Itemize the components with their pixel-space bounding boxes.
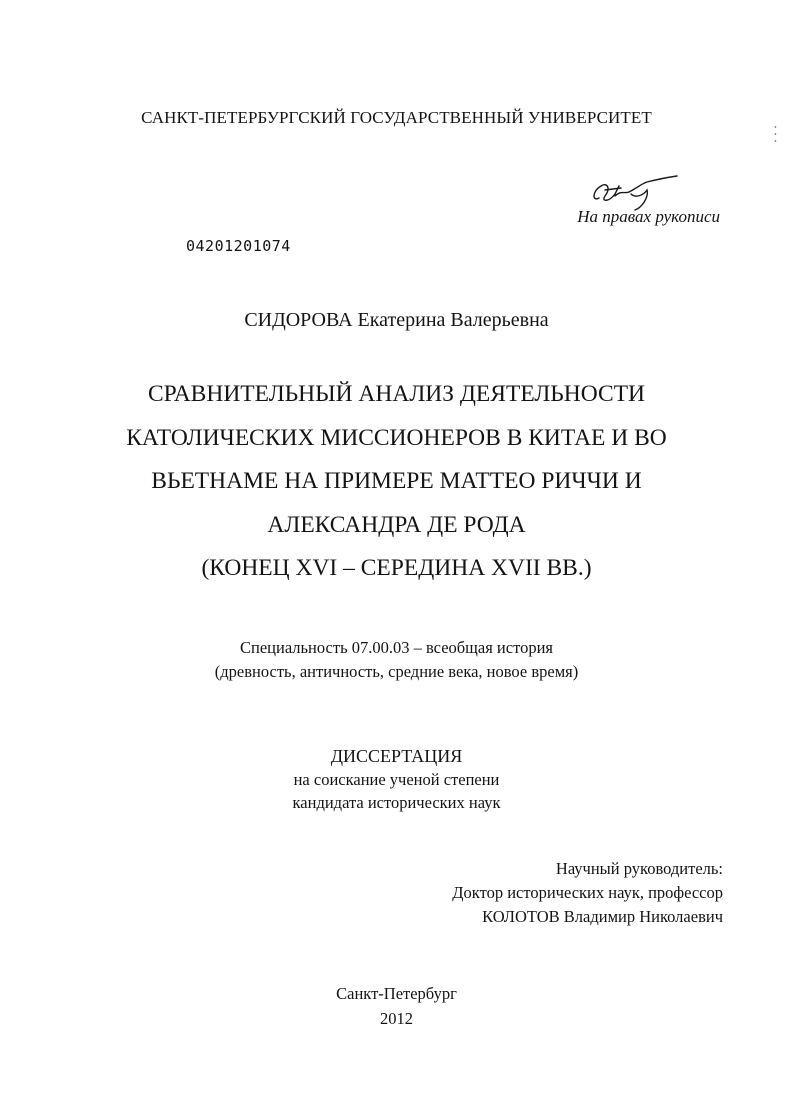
year: 2012 bbox=[380, 1009, 413, 1028]
specialty-description: (древность, античность, средние века, новое время) bbox=[214, 662, 579, 681]
supervisor-block bbox=[452, 857, 723, 929]
supervisor-label: Научный руководитель: bbox=[555, 859, 723, 878]
title-line: АЛЕКСАНДРА ДЕ РОДА bbox=[267, 511, 526, 538]
title-line: КАТОЛИЧЕСКИХ МИССИОНЕРОВ В КИТАЕ И ВО bbox=[126, 424, 667, 451]
footer-block bbox=[0, 981, 793, 1031]
document-number: 04201201074 bbox=[186, 237, 291, 255]
scan-artifact-mark bbox=[774, 124, 777, 144]
document-type: ДИССЕРТАЦИЯ bbox=[330, 746, 463, 766]
supervisor-name: КОЛОТОВ Владимир Николаевич bbox=[482, 907, 723, 926]
degree-field: кандидата исторических наук bbox=[292, 793, 501, 812]
supervisor-credentials: Доктор исторических наук, профессор bbox=[452, 883, 723, 902]
title-line: СРАВНИТЕЛЬНЫЙ АНАЛИЗ ДЕЯТЕЛЬНОСТИ bbox=[147, 381, 646, 407]
manuscript-rights-note: На правах рукописи bbox=[577, 207, 720, 226]
author-name: СИДОРОВА Екатерина Валерьевна bbox=[244, 309, 549, 331]
city: Санкт-Петербург bbox=[336, 984, 457, 1003]
dissertation-title bbox=[0, 373, 793, 591]
degree-block bbox=[0, 745, 793, 814]
specialty-block bbox=[0, 636, 793, 684]
specialty-code: Специальность 07.00.03 – всеобщая история bbox=[240, 638, 553, 657]
title-line: ВЬЕТНАМЕ НА ПРИМЕРЕ МАТТЕО РИЧЧИ И bbox=[151, 468, 642, 494]
degree-purpose: на соискание ученой степени bbox=[293, 770, 500, 789]
title-line: (КОНЕЦ XVI – СЕРЕДИНА XVII ВВ.) bbox=[201, 555, 592, 581]
university-name: САНКТ-ПЕТЕРБУРГСКИЙ ГОСУДАРСТВЕННЫЙ УНИВЕРСИТЕТ bbox=[141, 108, 652, 127]
